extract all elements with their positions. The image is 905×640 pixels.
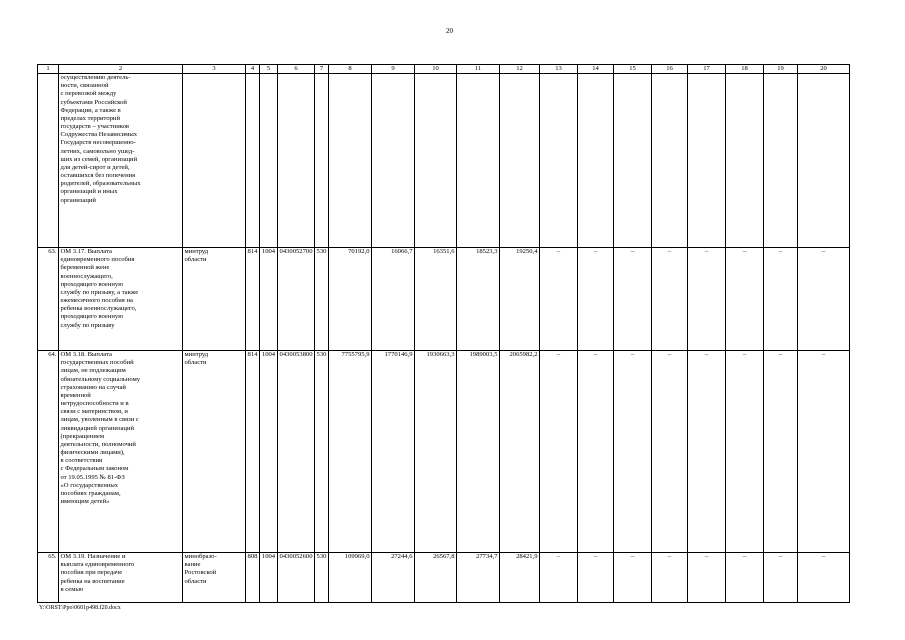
executor: [183, 74, 246, 248]
measure-description: ОМ 3.17. Выплата единовременного пособия беременной жене военнослужащего, проходящего военную службу по призыву, а также ежемесячного пособия на ребенка военнослужащего, проходящего военную службу по призыву: [59, 248, 183, 351]
amount-col-10: 1930663,3: [415, 351, 457, 553]
total-amount: [329, 74, 372, 248]
grbs-code: 814: [246, 351, 260, 553]
header-cell: 19: [764, 65, 798, 74]
header-cell: 13: [540, 65, 578, 74]
expense-type-code: 530: [315, 553, 329, 603]
amount-col-13: –: [540, 553, 578, 603]
amount-col-15: [614, 74, 652, 248]
header-cell: 17: [688, 65, 726, 74]
amount-col-13: [540, 74, 578, 248]
header-cell: 7: [315, 65, 329, 74]
amount-col-20: –: [798, 553, 850, 603]
amount-col-11: 1989003,5: [457, 351, 500, 553]
row-number: 64.: [38, 351, 59, 553]
header-cell: 20: [798, 65, 850, 74]
target-article-code: 0430052700: [278, 248, 315, 351]
grbs-code: [246, 74, 260, 248]
header-cell: 10: [415, 65, 457, 74]
header-cell: 15: [614, 65, 652, 74]
amount-col-9: [372, 74, 415, 248]
amount-col-18: –: [726, 351, 764, 553]
amount-col-20: –: [798, 248, 850, 351]
amount-col-15: –: [614, 351, 652, 553]
amount-col-18: –: [726, 553, 764, 603]
header-cell: 12: [500, 65, 540, 74]
header-cell: 6: [278, 65, 315, 74]
amount-col-17: –: [688, 553, 726, 603]
amount-col-10: [415, 74, 457, 248]
amount-col-18: [726, 74, 764, 248]
amount-col-15: –: [614, 553, 652, 603]
amount-col-12: [500, 74, 540, 248]
amount-col-16: –: [652, 553, 688, 603]
section-code: 1004: [260, 248, 278, 351]
header-cell: 18: [726, 65, 764, 74]
amount-col-17: –: [688, 248, 726, 351]
amount-col-14: –: [578, 248, 614, 351]
row-number: 65.: [38, 553, 59, 603]
header-cell: 4: [246, 65, 260, 74]
amount-col-17: –: [688, 351, 726, 553]
page-number: 20: [446, 27, 453, 35]
grbs-code: 808: [246, 553, 260, 603]
amount-col-12: 2065982,2: [500, 351, 540, 553]
section-code: 1004: [260, 553, 278, 603]
header-cell: 3: [183, 65, 246, 74]
amount-col-20: –: [798, 351, 850, 553]
table-row: [38, 553, 850, 603]
amount-col-15: –: [614, 248, 652, 351]
file-path-footer: Y:\ORST\Ppo\0601p498.f20.docx: [39, 605, 121, 611]
amount-col-19: –: [764, 553, 798, 603]
amount-col-11: 18523,3: [457, 248, 500, 351]
grbs-code: 814: [246, 248, 260, 351]
amount-col-19: [764, 74, 798, 248]
target-article-code: 0430053800: [278, 351, 315, 553]
amount-col-16: [652, 74, 688, 248]
section-code: [260, 74, 278, 248]
amount-col-19: –: [764, 248, 798, 351]
amount-col-14: –: [578, 553, 614, 603]
total-amount: 7755795,9: [329, 351, 372, 553]
target-article-code: [278, 74, 315, 248]
amount-col-14: –: [578, 351, 614, 553]
amount-col-16: –: [652, 248, 688, 351]
expense-type-code: [315, 74, 329, 248]
amount-col-12: 28421,9: [500, 553, 540, 603]
amount-col-19: –: [764, 351, 798, 553]
header-cell: 14: [578, 65, 614, 74]
executor: минобразо- вание Ростовской области: [183, 553, 246, 603]
amount-col-11: [457, 74, 500, 248]
amount-col-12: 19250,4: [500, 248, 540, 351]
header-cell: 9: [372, 65, 415, 74]
measure-description: осуществлению деятель- ности, связанной с перевозкой между субъектами Российской Федерации, а также в пределах территорий государств – участников Содружества Независимых Государств несовершенно- летних, самовольно ушед- ших из семей, организаций для детей-сирот и детей, оставшихся без попечения родителей, образовательных организаций и иных организаций: [59, 74, 183, 248]
amount-col-20: [798, 74, 850, 248]
row-number: [38, 74, 59, 248]
amount-col-9: 1770146,9: [372, 351, 415, 553]
measure-description: ОМ 3.19. Назначение и выплата единовременного пособия при передаче ребенка на воспитание в семью: [59, 553, 183, 603]
executor: минтруд области: [183, 351, 246, 553]
header-cell: 5: [260, 65, 278, 74]
amount-col-9: 16066,7: [372, 248, 415, 351]
header-row: [38, 65, 850, 74]
amount-col-9: 27244,6: [372, 553, 415, 603]
amount-col-13: –: [540, 248, 578, 351]
amount-col-14: [578, 74, 614, 248]
section-code: 1004: [260, 351, 278, 553]
expense-type-code: 530: [315, 351, 329, 553]
amount-col-13: –: [540, 351, 578, 553]
amount-col-18: –: [726, 248, 764, 351]
header-cell: 11: [457, 65, 500, 74]
table-row: [38, 351, 850, 553]
amount-col-10: 16351,6: [415, 248, 457, 351]
measure-description: ОМ 3.18. Выплата государственных пособий лицам, не подлежащим обязательному социальному страхованию на случай временной нетрудоспособности и в связи с материнством, и лицам, уволенным в связи с ликвидацией организаций (прекращением деятельности, полномочий физическими лицами), в соответствии с Федеральным законом от 19.05.1995 № 81-ФЗ «О государственных пособиях гражданам, имеющим детей»: [59, 351, 183, 553]
target-article-code: 0430052600: [278, 553, 315, 603]
amount-col-16: –: [652, 351, 688, 553]
amount-col-17: [688, 74, 726, 248]
executor: минтруд области: [183, 248, 246, 351]
table-row: [38, 248, 850, 351]
expense-type-code: 530: [315, 248, 329, 351]
header-cell: 8: [329, 65, 372, 74]
row-number: 63.: [38, 248, 59, 351]
total-amount: 109969,0: [329, 553, 372, 603]
header-cell: 2: [59, 65, 183, 74]
total-amount: 70192,0: [329, 248, 372, 351]
amount-col-11: 27734,7: [457, 553, 500, 603]
amount-col-10: 26567,8: [415, 553, 457, 603]
budget-table: [37, 64, 850, 603]
header-cell: 16: [652, 65, 688, 74]
header-cell: 1: [38, 65, 59, 74]
table-row: [38, 74, 850, 248]
